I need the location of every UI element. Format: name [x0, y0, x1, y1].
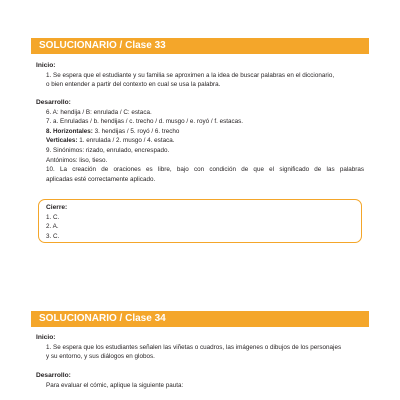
desarrollo-heading: Desarrollo:: [36, 99, 71, 106]
clase-33-desarrollo: [36, 98, 364, 184]
clase-34-banner: SOLUCIONARIO / Clase 34: [31, 311, 369, 327]
desarrollo-answer-10b: aplicadas esté correctamente aplicado.: [46, 175, 156, 183]
desarrollo-answer-8: [36, 127, 364, 137]
desarrollo-answer-9: 9. Sinónimos: rizado, enrulado, encrespado.: [46, 146, 170, 154]
horizontales-text: 3. hendijas / 5. royó / 6. trecho: [92, 127, 180, 135]
cierre-answer-2: 2. A.: [46, 223, 59, 231]
clase-34-desarrollo: [36, 371, 364, 390]
desarrollo-answer-6: 6. A: hendija / B: enrulada / C: estaca.: [46, 108, 152, 116]
cierre-answer-1: 1. C.: [46, 213, 60, 221]
desarrollo-intro: Para evaluar el cómic, aplique la siguiente pauta:: [46, 381, 184, 389]
inicio-heading: Inicio:: [36, 334, 56, 341]
verticales-label: Verticales:: [46, 137, 78, 145]
horizontales-label: 8. Horizontales:: [46, 127, 93, 135]
inicio-answer-1b: y su entorno, y sus diálogos en globos.: [46, 353, 155, 361]
clase-34-inicio: [36, 333, 364, 362]
cierre-answer-3: 3. C.: [46, 232, 60, 240]
desarrollo-verticales: [36, 136, 364, 146]
verticales-text: 1. enrulada / 2. musgo / 4. estaca.: [77, 137, 175, 145]
clase-33-cierre-box: [38, 199, 362, 243]
desarrollo-antonimos: Antónimos: liso, tieso.: [46, 156, 108, 164]
desarrollo-heading: Desarrollo:: [36, 372, 71, 379]
clase-33-banner: SOLUCIONARIO / Clase 33: [31, 38, 369, 54]
inicio-answer-1b: o bien entender a partir del contexto en cual se usa la palabra.: [46, 81, 221, 89]
desarrollo-answer-7: 7. a. Enruladas / b. hendijas / c. trecho / d. musgo / e. royó / f. estacas.: [46, 118, 244, 126]
desarrollo-answer-10a: 10. La creación de oraciones es libre, bajo con condición de que el significado de las palabras: [46, 166, 364, 174]
clase-33-inicio: [36, 61, 364, 90]
cierre-heading: Cierre:: [46, 204, 68, 211]
inicio-answer-1a: 1. Se espera que el estudiante y su familia se aproximen a la idea de buscar palabras en el diccionario,: [46, 71, 335, 79]
inicio-heading: Inicio:: [36, 62, 56, 69]
inicio-answer-1a: 1. Se espera que los estudiantes señalen las viñetas o cuadros, las imágenes o dibujos de los personajes: [46, 343, 342, 351]
